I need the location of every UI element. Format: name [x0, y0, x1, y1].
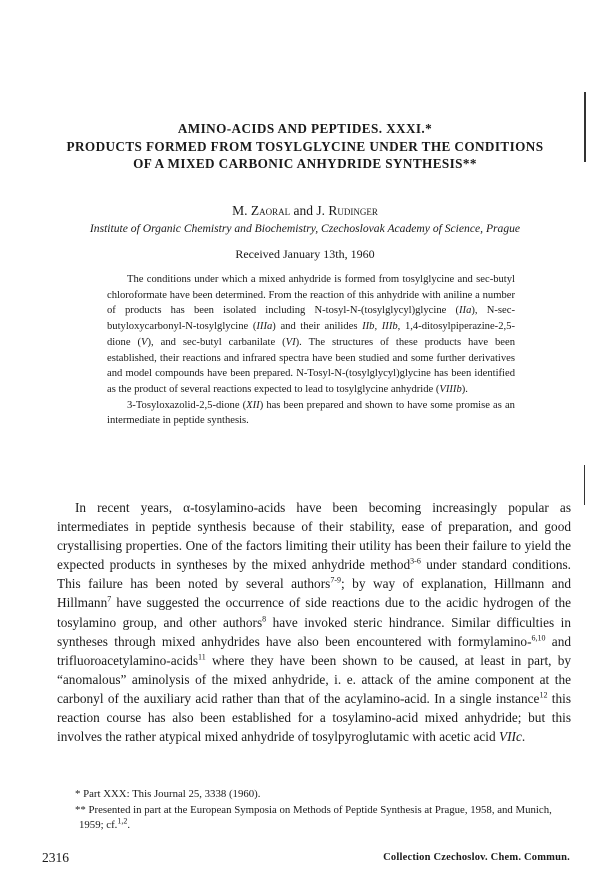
body-sentence: this reaction course has also been established for a tosylamino-acid mixed anhydride; but this involves the rather atypical mixed anhydride of tosylpyroglutamic with acetic acid — [57, 690, 571, 745]
reference-marker: 7 — [107, 595, 112, 605]
reference-marker: 7-9 — [330, 575, 341, 585]
compound-label: VIIIb — [439, 383, 462, 395]
compound-label: IIb, IIIb, — [362, 321, 401, 333]
title-line-1: AMINO-ACIDS AND PEPTIDES. XXXI.* — [177, 121, 433, 136]
abstract-text: ) has been prepared and shown to have some promise as an intermediate in peptide synthesis. — [107, 399, 515, 427]
compound-label: VIIc — [498, 729, 522, 745]
author-2-initial: J. R — [316, 203, 338, 218]
body-paragraph-1 — [57, 498, 571, 746]
abstract-text: ), and sec-butyl carbanilate ( — [147, 336, 286, 348]
abstract-text: The conditions under which a mixed anhydride is formed from tosylglycine and sec-butyl chloroformate have been determined. From the reaction of this anhydride with aniline a number of products has been isolated including N-tosyl-N-(tosylglycyl)glycine ( — [107, 274, 515, 317]
abstract-text: 1,4-ditosylpiperazine-2,5-dione ( — [107, 321, 515, 348]
reference-marker: 1,2 — [117, 816, 128, 826]
footnote-text: . — [127, 819, 131, 831]
abstract-text: 3-Tosyloxazolid-2,5-dione ( — [127, 399, 247, 411]
title-line-2: PRODUCTS FORMED FROM TOSYLGLYCINE UNDER THE CONDITIONS — [66, 138, 544, 154]
compound-label: XII — [246, 399, 260, 411]
body-sentence: . — [521, 729, 526, 745]
compound-label: V — [141, 336, 148, 348]
reference-marker: 3-6 — [410, 556, 421, 566]
abstract-paragraph-1 — [107, 272, 515, 398]
received-date: Received January 13th, 1960 — [235, 247, 375, 261]
footnote-1: * Part XXX: This Journal 25, 3338 (1960). — [75, 788, 261, 800]
body-sentence: ; by way of explanation, Hillmann and Hillmann — [57, 576, 571, 611]
reference-marker: 6,10 — [531, 633, 546, 643]
journal-name: Collection Czechoslov. Chem. Commun. — [383, 852, 570, 863]
author-2-surname: udinger — [337, 203, 378, 218]
body-sentence: under standard conditions. This failure has been noted by several authors — [57, 557, 571, 592]
abstract-text: ) and their anilides — [272, 321, 363, 333]
abstract-paragraph-2 — [107, 398, 515, 429]
compound-label: IIa — [459, 305, 472, 317]
abstract-text: ). The structures of these products have been established, their reactions and infrared spectra have been studied and some further derivatives and model compounds have been prepared. N-Tosyl-N-(tosylglycyl)glycine has been identified as the product of several reactions expected to lead to tosylglycine anhydride ( — [107, 336, 516, 395]
author-1-initial: M. Z — [232, 203, 260, 218]
footnote-text: ** Presented in part at the European Symposia on Methods of Peptide Synthesis at Prague, 1958, and Munich, 1959; cf. — [75, 803, 552, 831]
author-line — [40, 203, 570, 219]
author-conjunction: and — [290, 203, 317, 218]
abstract-text: ), N-sec-butyloxycarbonyl-N-tosylglycine ( — [107, 305, 515, 333]
body-sentence: where they have been shown to be caused, at least in part, by “anomalous” aminolysis of the mixed anhydride, i. e. attack of the amine component at the carbonyl of the auxiliary acid rather than that of the acylamino-acid. In a single instance — [57, 652, 571, 706]
abstract — [107, 272, 515, 429]
reference-marker: 8 — [262, 614, 267, 624]
title-line-3: OF A MIXED CARBONIC ANHYDRIDE SYNTHESIS** — [133, 156, 477, 171]
margin-mark — [584, 92, 586, 162]
margin-mark — [584, 465, 585, 505]
compound-label: IIIa — [256, 321, 273, 333]
reference-marker: 11 — [198, 652, 206, 662]
reference-marker: 12 — [539, 690, 548, 700]
page-number: 2316 — [42, 850, 69, 865]
body-sentence: have invoked steric hindrance. Similar difficulties in syntheses through mixed anhydrides have also been encountered with formylamino- — [57, 614, 571, 649]
footnotes — [57, 787, 571, 834]
affiliation: Institute of Organic Chemistry and Biochemistry, Czechoslovak Academy of Science, Prague — [89, 222, 521, 235]
body-text — [57, 498, 571, 746]
body-sentence: and trifluoroacetylamino-acids — [57, 633, 571, 668]
body-sentence: In recent years, α-tosylamino-acids have been becoming increasingly popular as intermediates in peptide synthesis because of their stability, ease of preparation, and good crystallising properties. One of the factors limiting their utility has been their failure to yield the expected products in syntheses by the mixed anhydride method — [57, 500, 571, 573]
compound-label: VI — [285, 336, 296, 348]
author-1-surname: aoral — [259, 203, 291, 218]
abstract-text: ). — [461, 383, 468, 395]
footnote-2 — [57, 803, 571, 834]
body-sentence: have suggested the occurrence of side reactions due to the acidic hydrogen of the tosylamino group, and other authors — [57, 595, 571, 630]
article-title — [40, 120, 570, 173]
